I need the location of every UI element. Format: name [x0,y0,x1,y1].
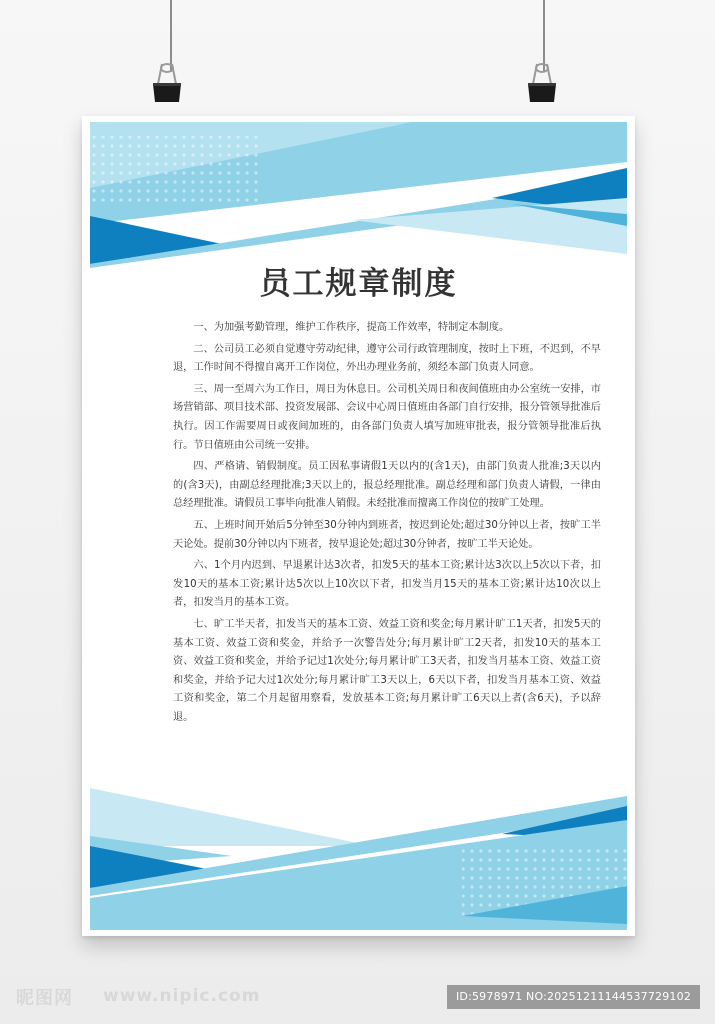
binder-clip-left-icon [150,62,184,102]
poster [82,116,635,936]
watermark-footer [0,983,715,1011]
regulation-paragraph: 六、1个月内迟到、早退累计达3次者，扣发5天的基本工资;累计达3次以上5次以下者，扣发10天的基本工资;累计达5次以上10次以下者，扣发当月15天的基本工资;累计达10次以上者，扣发当月的基本工资。 [173,560,601,609]
regulation-paragraph: 二、公司员工必须自觉遵守劳动纪律，遵守公司行政管理制度，按时上下班，不迟到，不早退，工作时间不得擅自离开工作岗位，外出办理业务前，须经本部门负责人同意。 [173,343,601,374]
top-decoration [82,116,635,276]
binder-clip-right-icon [525,62,559,102]
poster-title: 员工规章制度 [259,266,458,302]
bottom-decoration [82,776,635,936]
nipic-site-url: www.nipic.com [103,986,261,1006]
regulation-body [173,319,601,730]
image-id-badge: ID:5978971 NO:20251211144537729102 [447,985,700,1009]
regulation-paragraph: 四、严格请、销假制度。员工因私事请假1天以内的(含1天)，由部门负责人批准;3天以内的(含3天)，由副总经理批准;3天以上的，报总经理批准。副总经理和部门负责人请假，一律由总经理批准。请假员工事毕向批准人销假。未经批准而擅离工作岗位的按旷工处理。 [173,461,601,510]
regulation-paragraph: 三、周一至周六为工作日，周日为休息日。公司机关周日和夜间值班由办公室统一安排，市场营销部、项目技术部、投资发展部、会议中心周日值班由各部门自行安排，报分管领导批准后执行。因工作需要周日或夜间加班的，由各部门负责人填写加班审批表，报分管领导批准后执行。节日值班由公司统一安排。 [173,383,601,451]
regulation-paragraph: 一、为加强考勤管理，维护工作秩序，提高工作效率，特制定本制度。 [193,322,510,333]
regulation-paragraph: 五、上班时间开始后5分钟至30分钟内到班者，按迟到论处;超过30分钟以上者，按旷工半天论处。提前30分钟以内下班者，按早退论处;超过30分钟者，按旷工半天论处。 [173,519,601,550]
nipic-logo: 昵图网 [16,988,73,1009]
regulation-paragraph: 七、旷工半天者，扣发当天的基本工资、效益工资和奖金;每月累计旷工1天者，扣发5天的基本工资、效益工资和奖金，并给予一次警告处分;每月累计旷工2天者，扣发10天的基本工资、效益工资和奖金，并给予记过1次处分;每月累计旷工3天者，扣发当月基本工资、效益工资和奖金，并给予记大过1次处分;每月累计旷工3天以上，6天以下者，扣发当月基本工资、效益工资和奖金，第二个月起留用察看，发放基本工资;每月累计旷工6天以上者(含6天)，予以辞退。 [173,618,601,723]
